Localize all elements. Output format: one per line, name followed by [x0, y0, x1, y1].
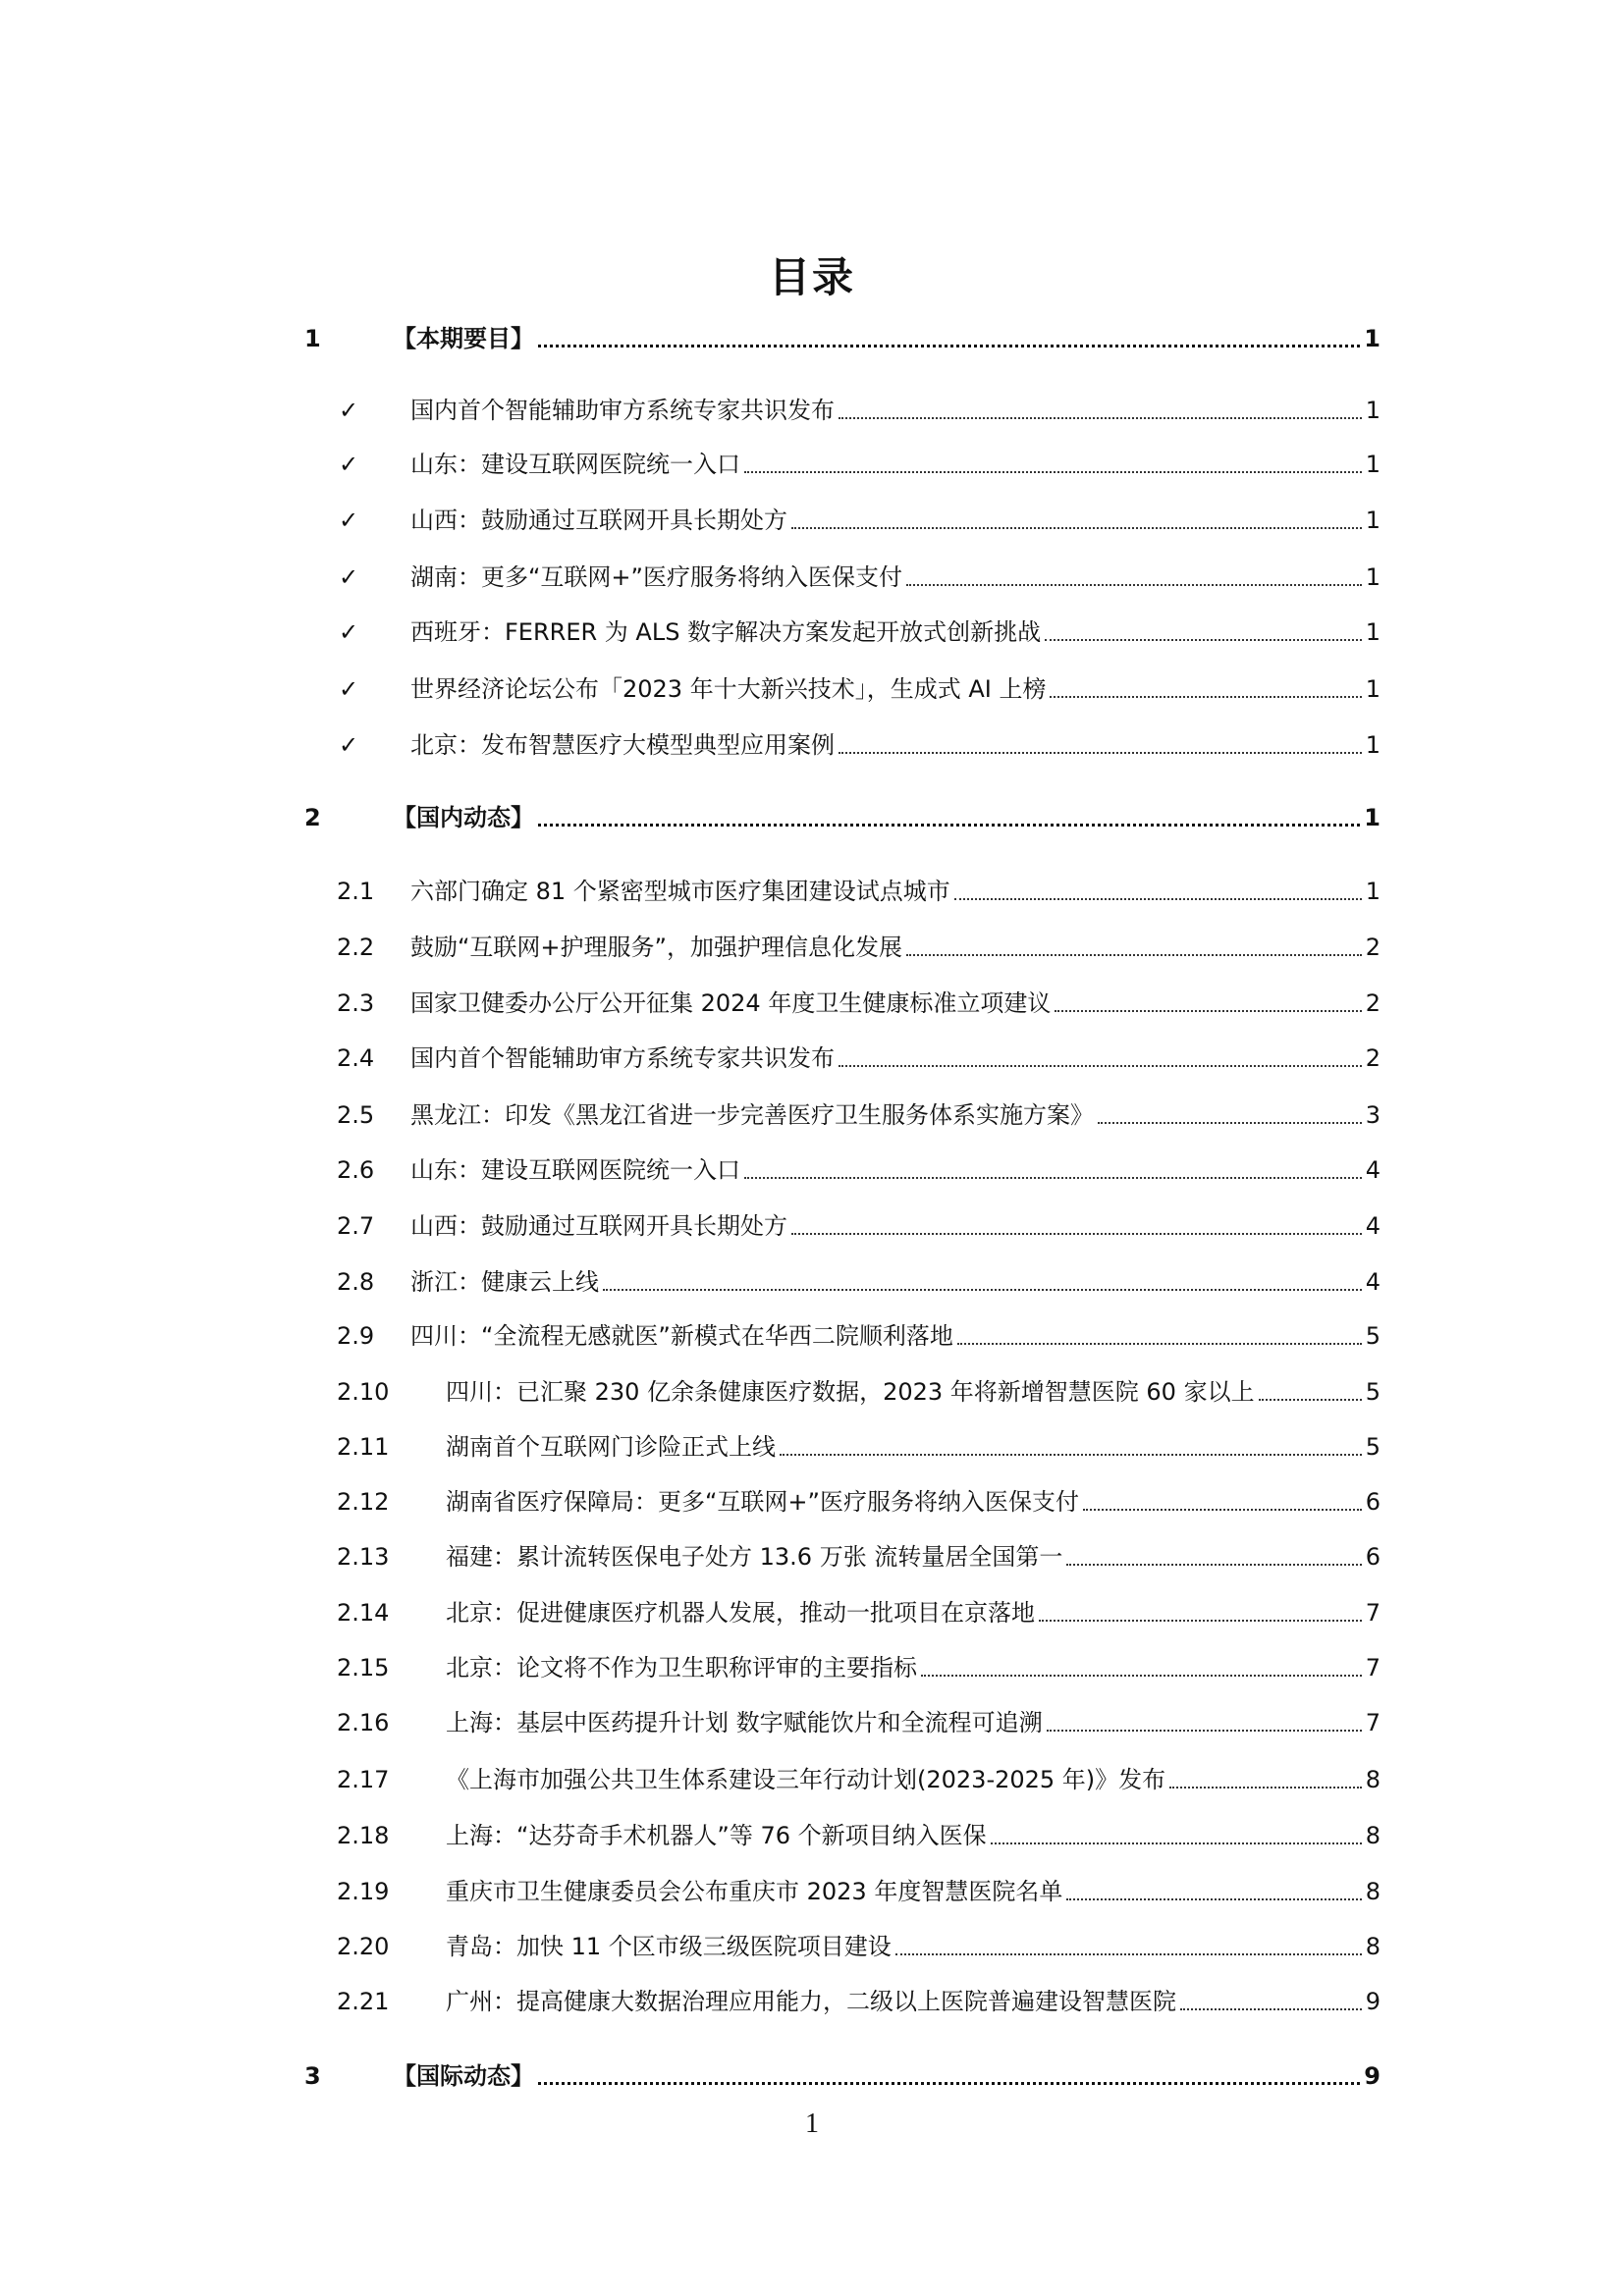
toc-entry[interactable] [295, 445, 1380, 484]
toc-entry-title[interactable]: 北京：促进健康医疗机器人发展，推动一批项目在京落地 [446, 1599, 1035, 1627]
toc-entry-title[interactable]: 北京：发布智慧医疗大模型典型应用案例 [410, 731, 835, 759]
dot-leader [1050, 696, 1361, 698]
toc-entry-title[interactable]: 【本期要目】 [393, 325, 534, 352]
toc-entry[interactable] [295, 2056, 1380, 2096]
toc-entry-title[interactable]: 上海：“达芬奇手术机器人”等 76 个新项目纳入医保 [446, 1822, 987, 1849]
dot-leader [1047, 1730, 1362, 1732]
dot-leader [921, 1675, 1362, 1677]
toc-entry-title[interactable]: 【国际动态】 [393, 2062, 534, 2090]
dot-leader [1180, 2008, 1362, 2010]
toc-entry[interactable] [295, 1760, 1380, 1799]
toc-entry-page[interactable]: 6 [1365, 1543, 1380, 1571]
toc-entry-page[interactable]: 1 [1365, 451, 1380, 478]
toc-entry[interactable] [295, 319, 1380, 358]
dot-leader [1066, 1564, 1361, 1566]
toc-entry-title[interactable]: 六部门确定 81 个紧密型城市医疗集团建设试点城市 [410, 878, 950, 905]
dot-leader [957, 1343, 1362, 1345]
toc-entry[interactable] [295, 984, 1380, 1023]
toc-entry-title[interactable]: 湖南省医疗保障局：更多“互联网+”医疗服务将纳入医保支付 [446, 1488, 1079, 1516]
toc-entry[interactable] [295, 1872, 1380, 1911]
dot-leader [839, 752, 1362, 754]
toc-entry-title[interactable]: 鼓励“互联网+护理服务”，加强护理信息化发展 [410, 934, 902, 961]
dot-leader [839, 417, 1362, 419]
toc-entry-page[interactable]: 7 [1365, 1654, 1380, 1682]
toc-entry-page[interactable]: 1 [1365, 507, 1380, 534]
toc-entry[interactable] [295, 1316, 1380, 1356]
toc-entry-title[interactable]: 北京：论文将不作为卫生职称评审的主要指标 [446, 1654, 917, 1682]
toc-entry-title[interactable]: 世界经济论坛公布「2023 年十大新兴技术」，生成式 AI 上榜 [410, 675, 1047, 703]
dot-leader [991, 1842, 1362, 1844]
toc-entry[interactable] [295, 1816, 1380, 1855]
toc-entry-title[interactable]: 四川：已汇聚 230 亿余条健康医疗数据，2023 年将新增智慧医院 60 家以上 [446, 1378, 1255, 1406]
toc-entry[interactable] [295, 1039, 1380, 1078]
toc-entry-title[interactable]: 四川：“全流程无感就医”新模式在华西二院顺利落地 [410, 1322, 953, 1350]
toc-entry-number: 2.13 [337, 1543, 390, 1571]
dot-leader [1066, 1898, 1361, 1900]
toc-entry-number: 2.9 [337, 1322, 375, 1350]
toc-entry-page[interactable]: 8 [1365, 1822, 1380, 1849]
toc-entry-page[interactable]: 1 [1365, 878, 1380, 905]
toc-entry-title[interactable]: 国内首个智能辅助审方系统专家共识发布 [410, 1044, 835, 1072]
toc-entry-page[interactable]: 1 [1364, 804, 1380, 831]
dot-leader [538, 824, 1360, 827]
toc-entry[interactable] [295, 798, 1380, 837]
dot-leader [1098, 1122, 1362, 1124]
toc-entry[interactable] [295, 1982, 1380, 2021]
toc-entry-page[interactable]: 1 [1365, 618, 1380, 646]
dot-leader [1055, 1010, 1361, 1012]
check-icon: ✓ [339, 397, 359, 424]
toc-entry-page[interactable]: 5 [1365, 1378, 1380, 1406]
toc-entry-page[interactable]: 1 [1364, 325, 1380, 352]
toc-entry[interactable] [295, 1703, 1380, 1742]
toc-entry-number: 2.7 [337, 1212, 375, 1240]
toc-entry-number: 2.15 [337, 1654, 390, 1682]
dot-leader [1259, 1399, 1362, 1401]
toc-entry-page[interactable]: 8 [1365, 1878, 1380, 1905]
toc-entry-title[interactable]: 国内首个智能辅助审方系统专家共识发布 [410, 397, 835, 424]
toc-entry-number: 2 [304, 804, 321, 831]
toc-entry[interactable] [295, 928, 1380, 967]
toc-entry[interactable] [295, 1648, 1380, 1687]
toc-entry-title[interactable]: 山东：建设互联网医院统一入口 [410, 451, 740, 478]
toc-entry-page[interactable]: 7 [1365, 1599, 1380, 1627]
toc-entry-number: 2.18 [337, 1822, 390, 1849]
toc-entry-page[interactable]: 1 [1365, 397, 1380, 424]
toc-entry[interactable] [295, 1593, 1380, 1632]
toc-entry[interactable] [295, 1095, 1380, 1135]
toc-entry-page[interactable]: 9 [1365, 1988, 1380, 2015]
check-icon: ✓ [339, 507, 359, 534]
dot-leader [839, 1065, 1362, 1067]
toc-entry-page[interactable]: 8 [1365, 1933, 1380, 1960]
toc-entry-number: 3 [304, 2062, 321, 2090]
toc-entry-page[interactable]: 4 [1365, 1268, 1380, 1296]
dot-leader [906, 954, 1362, 956]
toc-entry-page[interactable]: 4 [1365, 1212, 1380, 1240]
dot-leader [1045, 639, 1362, 641]
toc-entry-title[interactable]: 青岛：加快 11 个区市级三级医院项目建设 [446, 1933, 892, 1960]
toc-entry-title[interactable]: 西班牙：FERRER 为 ALS 数字解决方案发起开放式创新挑战 [410, 618, 1042, 646]
dot-leader [603, 1289, 1362, 1291]
check-icon: ✓ [339, 618, 359, 646]
toc-entry[interactable] [295, 1262, 1380, 1302]
dot-leader [1039, 1620, 1362, 1622]
toc-entry-number: 2.19 [337, 1878, 390, 1905]
toc-entry-number: 1 [304, 325, 321, 352]
check-icon: ✓ [339, 675, 359, 703]
toc-entry-number: 2.10 [337, 1378, 390, 1406]
toc-entry-title[interactable]: 【国内动态】 [393, 804, 534, 831]
toc-entry[interactable] [295, 1206, 1380, 1246]
toc-entry[interactable] [295, 613, 1380, 652]
page-title: 目录 [768, 253, 855, 301]
toc-entry-title[interactable]: 湖南首个互联网门诊险正式上线 [446, 1433, 776, 1461]
page-number: 1 [805, 2109, 819, 2139]
toc-entry-number: 2.3 [337, 989, 375, 1017]
toc-entry-number: 2.5 [337, 1101, 375, 1129]
toc-entry-title[interactable]: 《上海市加强公共卫生体系建设三年行动计划(2023-2025 年)》发布 [446, 1766, 1166, 1793]
toc-entry-number: 2.11 [337, 1433, 390, 1461]
toc-entry[interactable] [295, 1150, 1380, 1190]
toc-entry[interactable] [295, 725, 1380, 765]
toc-entry-title[interactable]: 国家卫健委办公厅公开征集 2024 年度卫生健康标准立项建议 [410, 989, 1052, 1017]
dot-leader [791, 1233, 1362, 1235]
check-icon: ✓ [339, 563, 359, 591]
toc-entry-page[interactable]: 6 [1365, 1488, 1380, 1516]
toc-entry[interactable] [295, 1537, 1380, 1576]
toc-entry[interactable] [295, 1927, 1380, 1966]
dot-leader [538, 2082, 1360, 2085]
toc-entry-title[interactable]: 广州：提高健康大数据治理应用能力，二级以上医院普遍建设智慧医院 [446, 1988, 1176, 2015]
toc-entry[interactable] [295, 391, 1380, 430]
dot-leader [744, 1177, 1362, 1179]
toc-entry[interactable] [295, 1427, 1380, 1467]
toc-entry-title[interactable]: 山西：鼓励通过互联网开具长期处方 [410, 507, 787, 534]
dot-leader [744, 471, 1362, 473]
dot-leader [780, 1454, 1362, 1456]
check-icon: ✓ [339, 451, 359, 478]
toc-entry-page[interactable]: 3 [1365, 1101, 1380, 1129]
toc-entry-number: 2.8 [337, 1268, 375, 1296]
toc-entry-number: 2.4 [337, 1044, 375, 1072]
toc-entry-page[interactable]: 4 [1365, 1156, 1380, 1184]
toc-entry-number: 2.6 [337, 1156, 375, 1184]
toc-entry[interactable] [295, 558, 1380, 597]
toc-entry-title[interactable]: 湖南：更多“互联网+”医疗服务将纳入医保支付 [410, 563, 902, 591]
toc-entry-page[interactable]: 5 [1365, 1433, 1380, 1461]
dot-leader [538, 345, 1360, 347]
toc-entry-title[interactable]: 山西：鼓励通过互联网开具长期处方 [410, 1212, 787, 1240]
toc-entry[interactable] [295, 1372, 1380, 1412]
toc-entry-number: 2.12 [337, 1488, 390, 1516]
toc-entry[interactable] [295, 872, 1380, 911]
toc-entry-page[interactable]: 9 [1364, 2062, 1380, 2090]
toc-entry[interactable] [295, 501, 1380, 540]
toc-entry-page[interactable]: 2 [1365, 1044, 1380, 1072]
toc-entry-number: 2.21 [337, 1988, 390, 2015]
check-icon: ✓ [339, 731, 359, 759]
dot-leader [1083, 1509, 1362, 1511]
toc-entry-page[interactable]: 1 [1365, 563, 1380, 591]
toc-entry-number: 2.20 [337, 1933, 390, 1960]
toc-entry-page[interactable]: 2 [1365, 934, 1380, 961]
toc-entry-page[interactable]: 8 [1365, 1766, 1380, 1793]
toc-entry-number: 2.14 [337, 1599, 390, 1627]
toc-entry-title[interactable]: 黑龙江：印发《黑龙江省进一步完善医疗卫生服务体系实施方案》 [410, 1101, 1094, 1129]
dot-leader [895, 1953, 1362, 1955]
toc-entry-title[interactable]: 浙江：健康云上线 [410, 1268, 599, 1296]
toc-entry-number: 2.16 [337, 1709, 390, 1736]
dot-leader [906, 584, 1362, 586]
toc-entry-page[interactable]: 2 [1365, 989, 1380, 1017]
toc-entry-number: 2.2 [337, 934, 375, 961]
dot-leader [1169, 1787, 1362, 1789]
dot-leader [954, 898, 1362, 900]
dot-leader [791, 527, 1362, 529]
toc-entry-title[interactable]: 福建：累计流转医保电子处方 13.6 万张 流转量居全国第一 [446, 1543, 1063, 1571]
toc-entry[interactable] [295, 1482, 1380, 1522]
toc-entry-page[interactable]: 5 [1365, 1322, 1380, 1350]
toc-entry-title[interactable]: 重庆市卫生健康委员会公布重庆市 2023 年度智慧医院名单 [446, 1878, 1063, 1905]
toc-entry-number: 2.1 [337, 878, 375, 905]
toc-entry-page[interactable]: 7 [1365, 1709, 1380, 1736]
toc-entry-title[interactable]: 山东：建设互联网医院统一入口 [410, 1156, 740, 1184]
toc-entry[interactable] [295, 669, 1380, 709]
toc-entry-number: 2.17 [337, 1766, 390, 1793]
toc-entry-page[interactable]: 1 [1365, 675, 1380, 703]
toc-entry-title[interactable]: 上海：基层中医药提升计划 数字赋能饮片和全流程可追溯 [446, 1709, 1043, 1736]
toc-entry-page[interactable]: 1 [1365, 731, 1380, 759]
